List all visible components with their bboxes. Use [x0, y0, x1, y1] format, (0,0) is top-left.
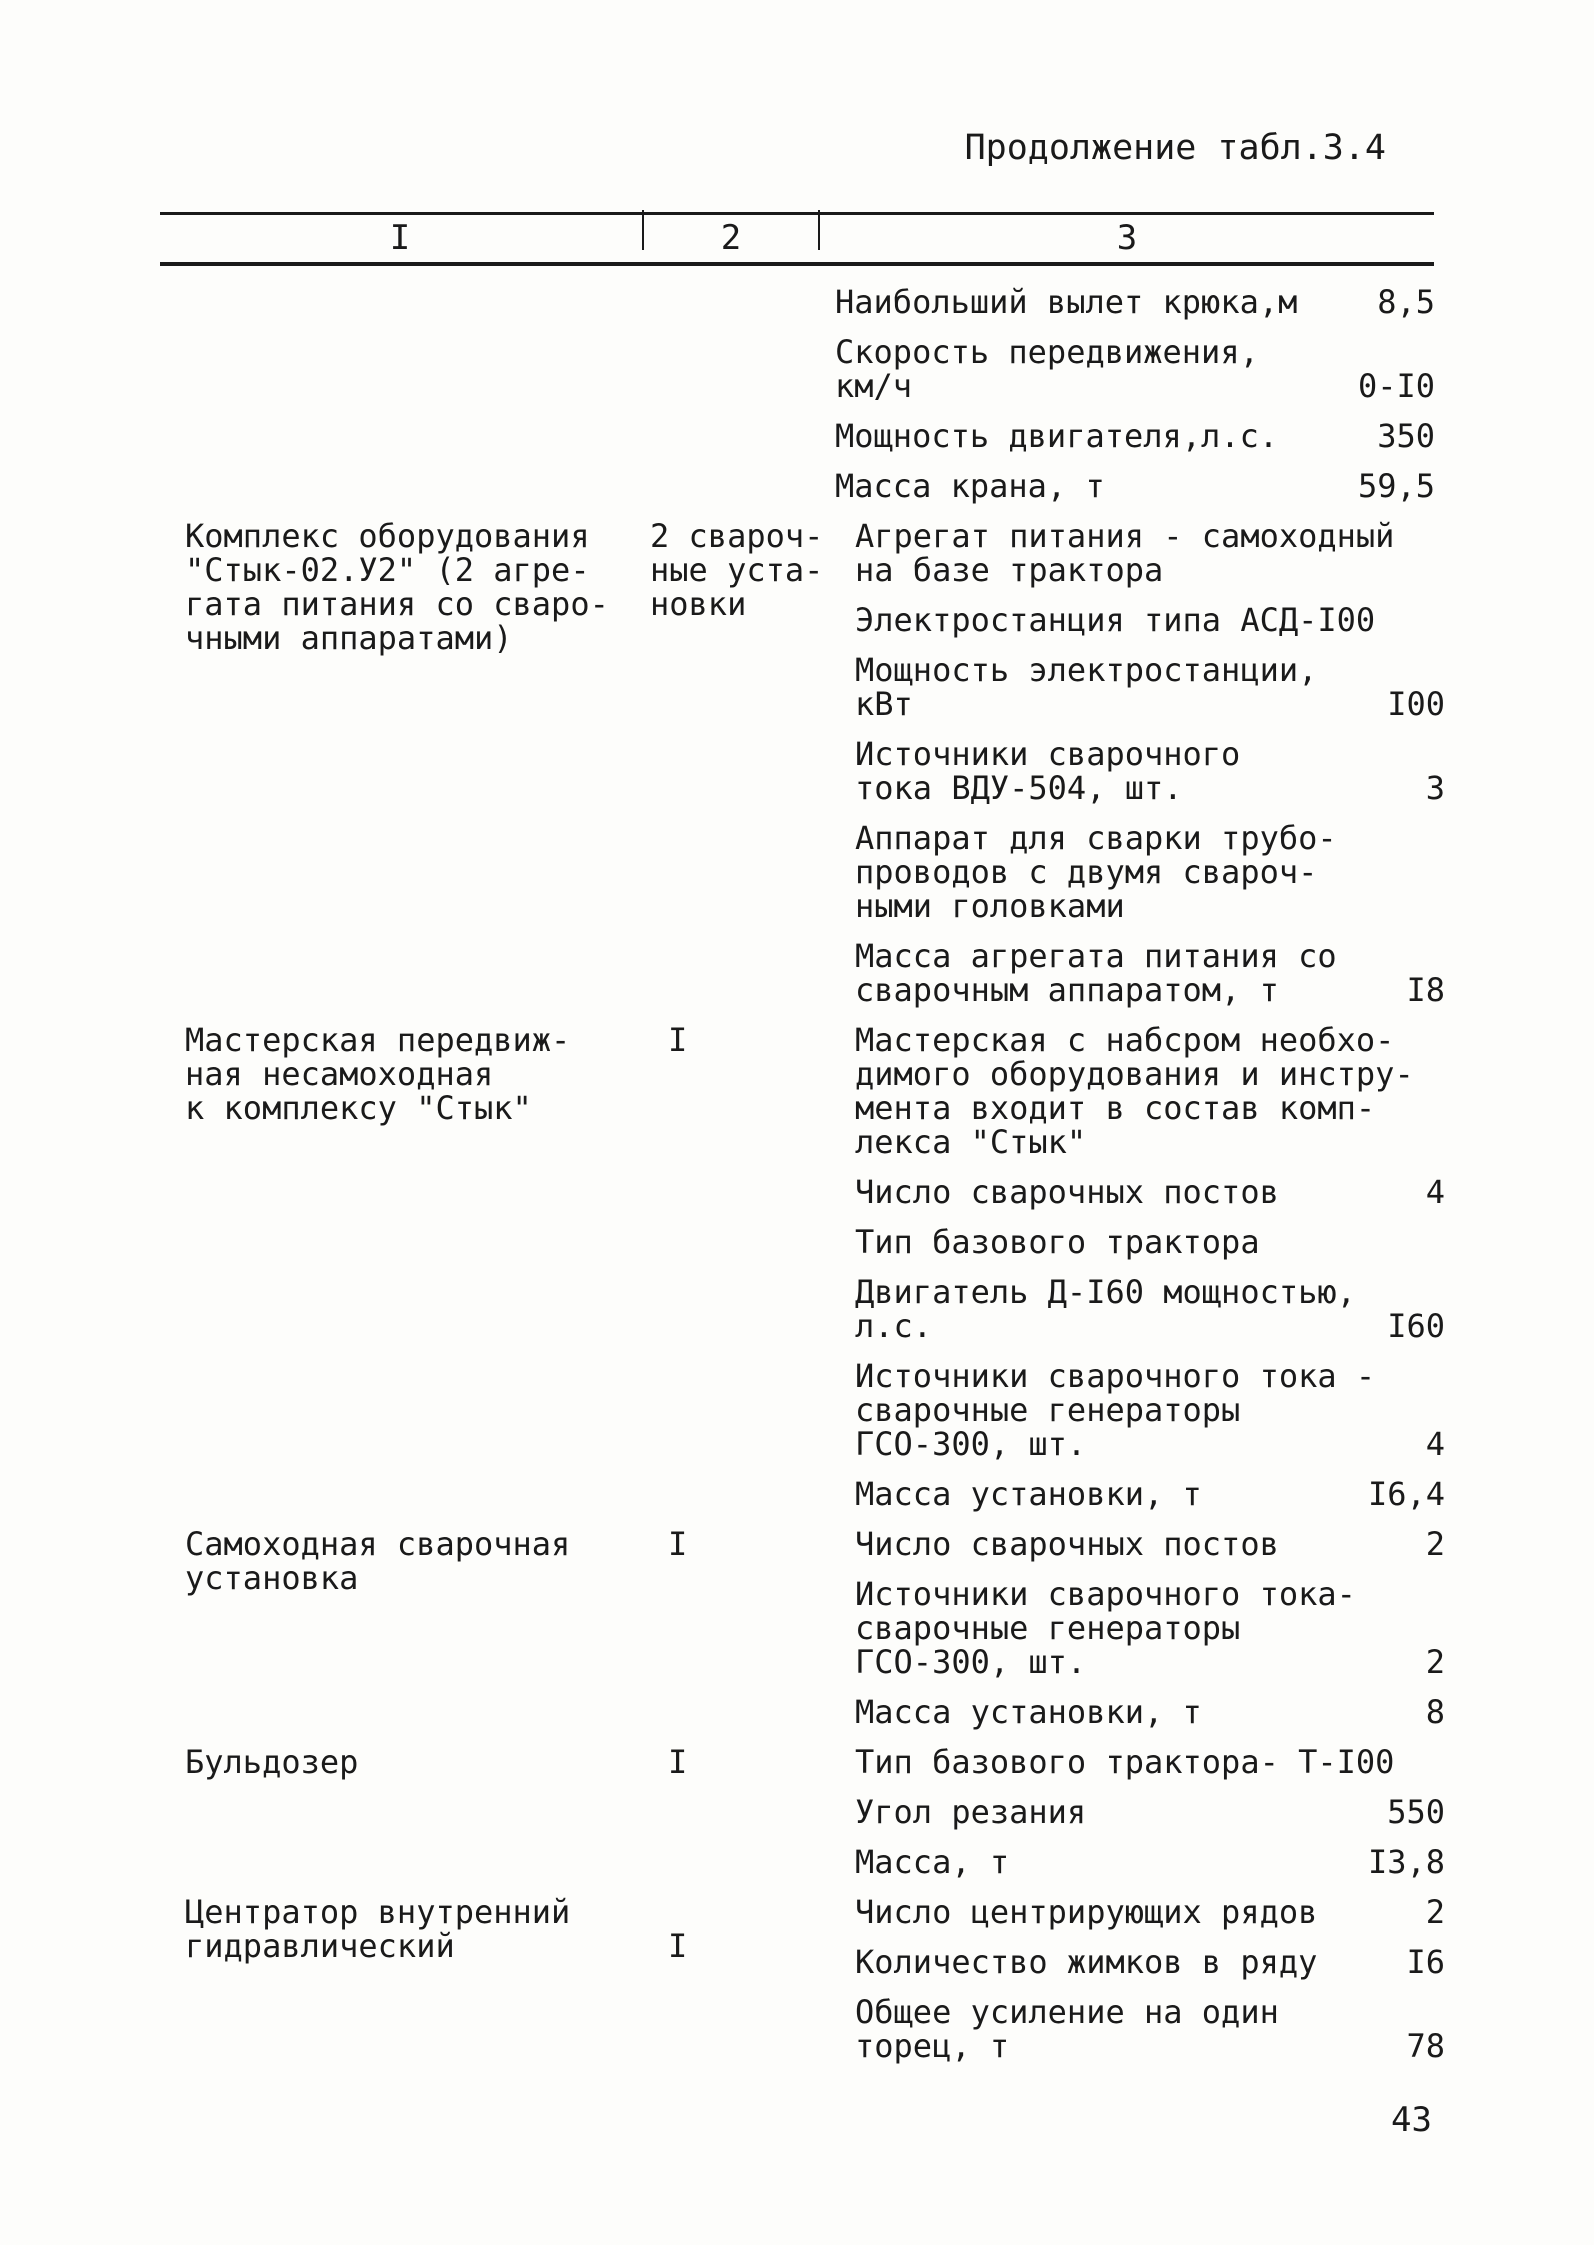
- spec-item: [855, 653, 1445, 721]
- spec-value: 0-I0: [1357, 367, 1435, 405]
- spec-value: I60: [1387, 1307, 1445, 1345]
- table-header-rule: [160, 262, 1434, 266]
- spec-value: 3: [1425, 769, 1445, 807]
- spec-list: [855, 1527, 1445, 1729]
- table-row: [0, 1023, 1594, 1511]
- equipment-qty: I: [668, 1927, 688, 1965]
- spec-label: Скорость передвижения, км/ч: [835, 333, 1259, 405]
- spec-item: [855, 1023, 1445, 1159]
- spec-value: I3,8: [1367, 1843, 1445, 1881]
- table-row: [0, 1745, 1594, 1879]
- spec-list: [855, 1023, 1445, 1511]
- spec-item: [855, 1995, 1445, 2063]
- spec-item: [855, 1795, 1445, 1829]
- equipment-name: Мастерская передвиж- ная несамоходная к комплексу "Стык": [185, 1021, 571, 1127]
- spec-value: 4: [1425, 1173, 1445, 1211]
- spec-label: Тип базового трактора- Т-I00: [855, 1743, 1395, 1781]
- spec-label: Масса крана, т: [835, 467, 1105, 505]
- spec-item: [855, 939, 1445, 1007]
- table-row: [0, 519, 1594, 1007]
- spec-item: [835, 285, 1435, 319]
- page-number: 43: [1391, 2100, 1432, 2140]
- spec-label: Источники сварочного тока- сварочные генераторы ГСО-300, шт.: [855, 1575, 1356, 1681]
- spec-item: [855, 1477, 1445, 1511]
- spec-item: [855, 1527, 1445, 1561]
- continuation-title: Продолжение табл.3.4: [964, 128, 1386, 168]
- table-body: [0, 285, 1594, 2079]
- table-row: [0, 1527, 1594, 1729]
- spec-value: 8: [1425, 1693, 1445, 1731]
- spec-value: 2: [1425, 1893, 1445, 1931]
- spec-label: Аппарат для сварки трубо- проводов с двумя свароч- ными головками: [855, 819, 1337, 925]
- spec-item: [855, 1745, 1445, 1779]
- spec-label: Мощность двигателя,л.с.: [835, 417, 1279, 455]
- spec-label: Источники сварочного тока - сварочные генераторы ГСО-300, шт.: [855, 1357, 1376, 1463]
- spec-label: Электростанция типа АСД-I00: [855, 601, 1376, 639]
- spec-list: [835, 285, 1435, 503]
- spec-label: Масса, т: [855, 1843, 1010, 1881]
- spec-item: [855, 737, 1445, 805]
- spec-item: [855, 1945, 1445, 1979]
- spec-list: [855, 1745, 1445, 1879]
- spec-value: 2: [1425, 1643, 1445, 1681]
- spec-value: 2: [1425, 1525, 1445, 1563]
- spec-value: 350: [1377, 417, 1435, 455]
- spec-label: Масса установки, т: [855, 1693, 1202, 1731]
- spec-label: Число сварочных постов: [855, 1525, 1279, 1563]
- equipment-name: Самоходная сварочная установка: [185, 1525, 571, 1597]
- spec-label: Масса агрегата питания со сварочным аппаратом, т: [855, 937, 1337, 1009]
- spec-value: I6,4: [1367, 1475, 1445, 1513]
- equipment-qty: I: [668, 1021, 688, 1059]
- spec-label: Источники сварочного тока ВДУ-504, шт.: [855, 735, 1241, 807]
- equipment-name: Комплекс оборудования "Стык-02.У2" (2 агре- гата питания со сварo- чными аппаратами): [185, 517, 609, 657]
- spec-item: [855, 1225, 1445, 1259]
- spec-item: [855, 1275, 1445, 1343]
- spec-item: [855, 1895, 1445, 1929]
- equipment-qty: I: [668, 1525, 688, 1563]
- spec-item: [835, 335, 1435, 403]
- spec-item: [855, 1175, 1445, 1209]
- equipment-qty: 2 свароч- ные уста- новки: [650, 517, 824, 623]
- spec-label: Число центрирующих рядов: [855, 1893, 1318, 1931]
- spec-item: [855, 1695, 1445, 1729]
- spec-item: [855, 603, 1445, 637]
- spec-item: [855, 1845, 1445, 1879]
- spec-item: [855, 519, 1445, 587]
- equipment-name: Бульдозер: [185, 1743, 359, 1781]
- spec-value: I00: [1387, 685, 1445, 723]
- column-header-3: 3: [1116, 218, 1138, 258]
- spec-label: Агрегат питания - самоходный на базе трактора: [855, 517, 1395, 589]
- spec-item: [855, 1359, 1445, 1461]
- table-row: [0, 1895, 1594, 2063]
- spec-value: I8: [1406, 971, 1445, 1009]
- spec-value: 59,5: [1357, 467, 1435, 505]
- spec-item: [855, 821, 1445, 923]
- spec-label: Мастерская с набсром необхо- димого оборудования и инстру- мента входит в состав комп- лекса "Стык": [855, 1021, 1414, 1161]
- spec-label: Угол резания: [855, 1793, 1087, 1831]
- table-row: [0, 285, 1594, 503]
- spec-label: Масса установки, т: [855, 1475, 1202, 1513]
- spec-value: I6: [1406, 1943, 1445, 1981]
- spec-value: 78: [1406, 2027, 1445, 2065]
- spec-list: [855, 1895, 1445, 2063]
- spec-item: [835, 469, 1435, 503]
- column-header-2: 2: [720, 218, 742, 258]
- spec-list: [855, 519, 1445, 1007]
- spec-label: Тип базового трактора: [855, 1223, 1260, 1261]
- spec-label: Двигатель Д-I60 мощностью, л.с.: [855, 1273, 1356, 1345]
- spec-item: [835, 419, 1435, 453]
- spec-label: Мощность электростанции, кВт: [855, 651, 1318, 723]
- spec-label: Количество жимков в ряду: [855, 1943, 1318, 1981]
- spec-label: Число сварочных постов: [855, 1173, 1279, 1211]
- spec-item: [855, 1577, 1445, 1679]
- equipment-name: Центратор внутренний гидравлический: [185, 1893, 571, 1965]
- spec-value: 4: [1425, 1425, 1445, 1463]
- spec-value: 550: [1387, 1793, 1445, 1831]
- equipment-qty: I: [668, 1743, 688, 1781]
- spec-value: 8,5: [1377, 283, 1435, 321]
- spec-label: Наибольший вылет крюка,м: [835, 283, 1298, 321]
- column-header-1: I: [389, 218, 411, 258]
- spec-label: Общее усиление на один торец, т: [855, 1993, 1279, 2065]
